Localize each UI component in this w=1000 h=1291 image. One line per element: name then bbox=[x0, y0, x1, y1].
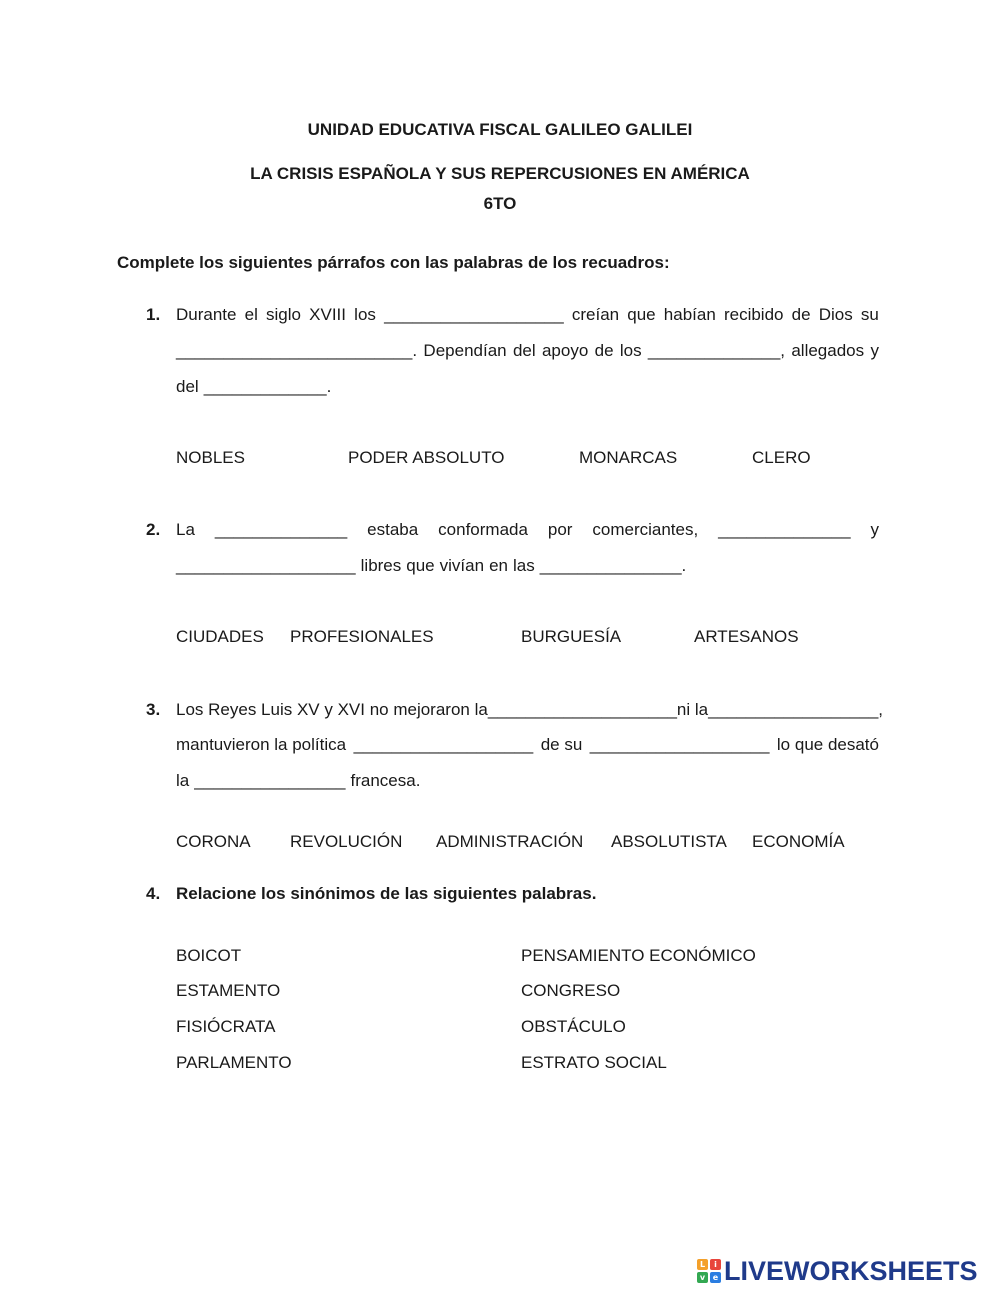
word-option: REVOLUCIÓN bbox=[290, 832, 403, 851]
match-left-item[interactable]: BOICOT bbox=[176, 946, 242, 965]
word-option: ABSOLUTISTA bbox=[611, 832, 727, 851]
question-1-number: 1. bbox=[146, 305, 161, 324]
match-left-item[interactable]: ESTAMENTO bbox=[176, 981, 281, 1000]
liveworksheets-logo bbox=[697, 1257, 978, 1285]
word-option: ARTESANOS bbox=[694, 627, 799, 646]
question-4-instruction: Relacione los sinónimos de las siguientes palabras. bbox=[176, 884, 597, 903]
question-3-number: 3. bbox=[146, 700, 161, 719]
match-right-item[interactable]: PENSAMIENTO ECONÓMICO bbox=[521, 946, 756, 965]
word-option: ADMINISTRACIÓN bbox=[436, 832, 584, 851]
question-1-line-1: Durante el siglo XVIII los ___________________ creían que habían recibido de Dios su bbox=[176, 305, 879, 324]
blank-input[interactable]: ___________________ bbox=[176, 556, 356, 575]
blank-input[interactable]: ______________ bbox=[718, 520, 851, 539]
question-3-line-3: la ________________ francesa. bbox=[176, 771, 421, 790]
question-2-line-1: La ______________ estaba conformada por comerciantes, ______________ y bbox=[176, 520, 879, 539]
blank-input[interactable]: ______________, bbox=[647, 341, 786, 360]
word-option: CIUDADES bbox=[176, 627, 264, 646]
worksheet-topic: LA CRISIS ESPAÑOLA Y SUS REPERCUSIONES EN AMÉRICA bbox=[250, 164, 750, 183]
blank-input[interactable]: __________________, bbox=[708, 700, 884, 719]
word-option: PROFESIONALES bbox=[290, 627, 434, 646]
match-right-item[interactable]: ESTRATO SOCIAL bbox=[521, 1053, 667, 1072]
question-4-number: 4. bbox=[146, 884, 161, 903]
question-3-line-1: Los Reyes Luis XV y XVI no mejoraron la ____________________ ni la __________________, bbox=[176, 700, 884, 719]
blank-input[interactable]: ___________________ bbox=[589, 735, 770, 754]
match-right-item[interactable]: OBSTÁCULO bbox=[521, 1017, 626, 1036]
logo-text: LIVEWORKSHEETS bbox=[724, 1256, 978, 1286]
blank-input[interactable]: _____________. bbox=[203, 377, 332, 396]
blank-input[interactable]: ______________ bbox=[214, 520, 348, 539]
logo-blocks-icon: L i v e bbox=[697, 1259, 721, 1283]
match-left-item[interactable]: PARLAMENTO bbox=[176, 1053, 292, 1072]
word-option: CLERO bbox=[752, 448, 811, 467]
question-2-line-2: ___________________ libres que vivían en las _______________. bbox=[176, 556, 687, 575]
question-1-line-2: _________________________. Dependían del apoyo de los ______________, allegados y bbox=[176, 341, 879, 360]
blank-input[interactable]: ____________________ bbox=[487, 700, 677, 719]
word-option: MONARCAS bbox=[579, 448, 678, 467]
word-option: NOBLES bbox=[176, 448, 245, 467]
instruction-text: Complete los siguientes párrafos con las palabras de los recuadros: bbox=[117, 253, 670, 272]
blank-input[interactable]: _______________. bbox=[539, 556, 687, 575]
word-option: BURGUESÍA bbox=[521, 627, 622, 646]
school-title: UNIDAD EDUCATIVA FISCAL GALILEO GALILEI bbox=[307, 120, 693, 139]
blank-input[interactable]: ___________________ bbox=[384, 305, 564, 324]
blank-input[interactable]: ___________________ bbox=[353, 735, 534, 754]
word-option: PODER ABSOLUTO bbox=[348, 448, 505, 467]
blank-input[interactable]: _________________________. bbox=[176, 341, 418, 360]
blank-input[interactable]: ________________ bbox=[194, 771, 346, 790]
word-option: ECONOMÍA bbox=[752, 832, 845, 851]
question-3-line-2: mantuvieron la política ___________________ de su ___________________ lo que desató bbox=[176, 735, 879, 754]
question-2-number: 2. bbox=[146, 520, 161, 539]
question-1-line-3: del _____________. bbox=[176, 377, 332, 396]
word-option: CORONA bbox=[176, 832, 251, 851]
match-right-item[interactable]: CONGRESO bbox=[521, 981, 621, 1000]
match-left-item[interactable]: FISIÓCRATA bbox=[176, 1017, 276, 1036]
grade-label: 6TO bbox=[483, 194, 517, 213]
